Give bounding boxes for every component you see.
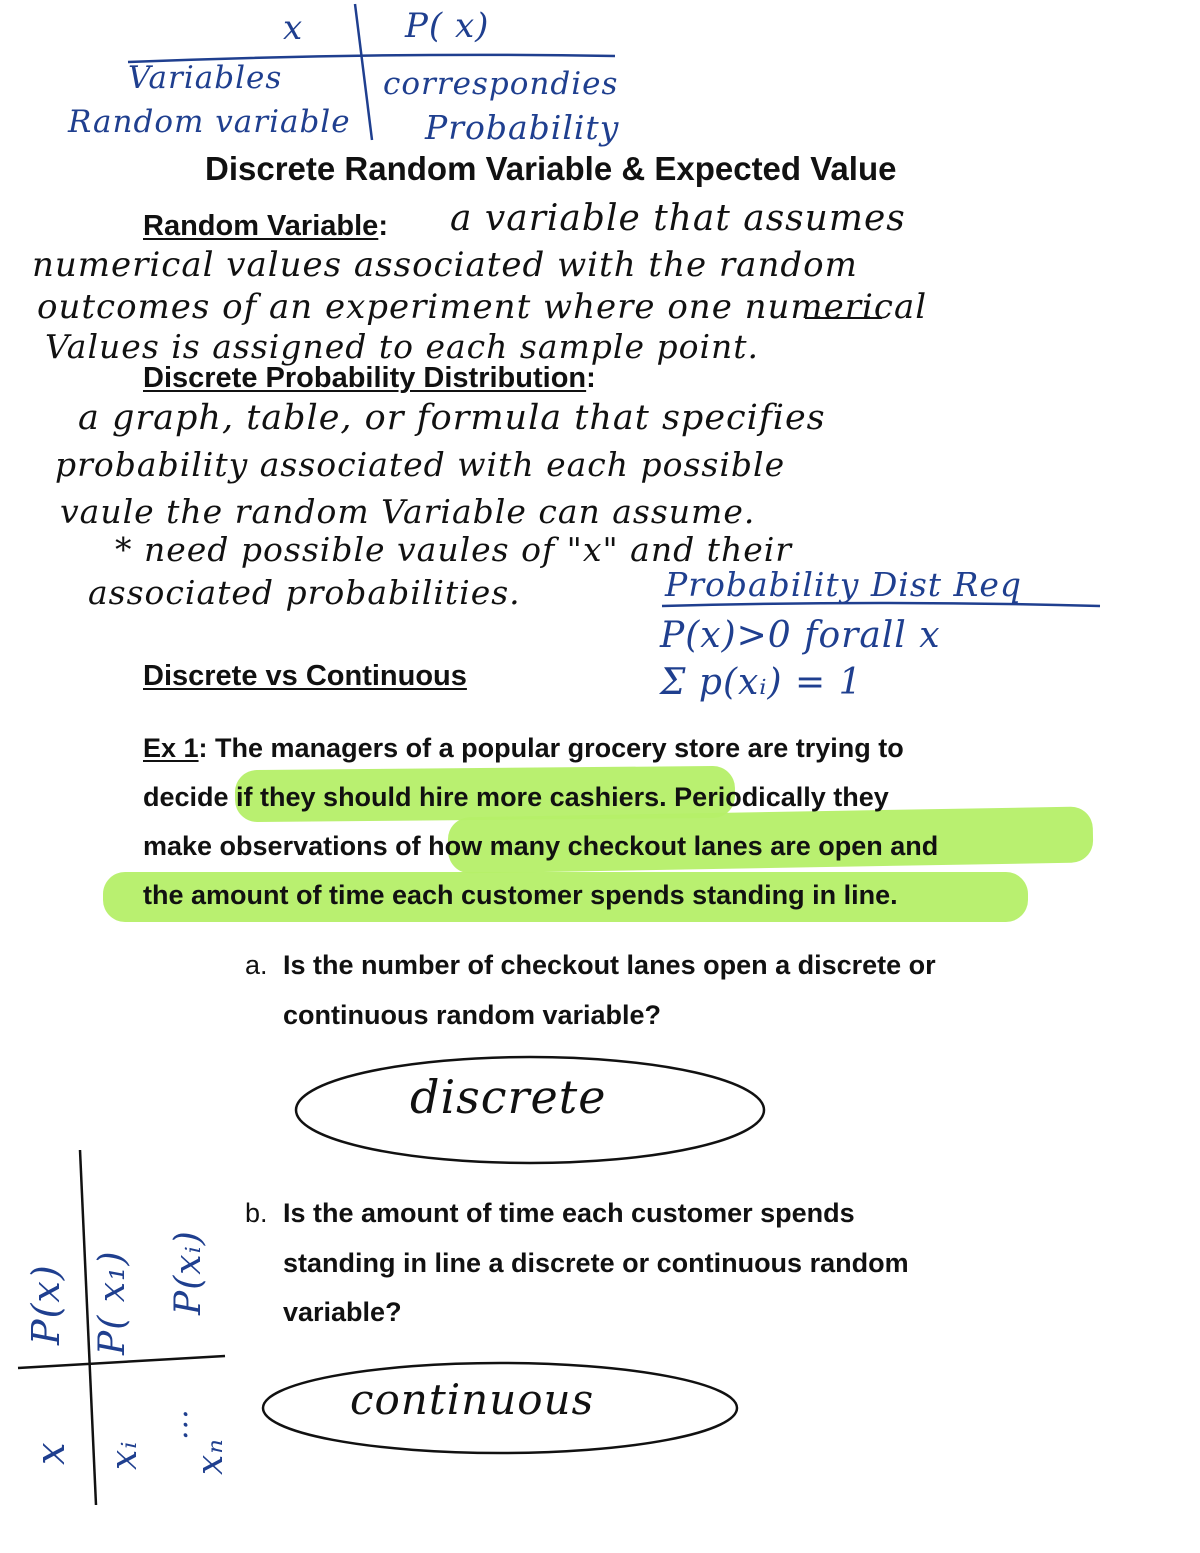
side-table-col-x: x bbox=[28, 1441, 74, 1465]
side-table-dots: ... bbox=[160, 1408, 195, 1440]
side-table-xi: xᵢ bbox=[104, 1440, 145, 1470]
prob-dist-note-4: * need possible vaules of "x" and their bbox=[115, 530, 793, 569]
random-variable-note-1: a variable that assumes bbox=[450, 198, 906, 239]
random-variable-colon: : bbox=[378, 210, 388, 242]
top-table-row1-right: correspondies bbox=[383, 66, 619, 102]
top-table-vertical-line bbox=[355, 4, 372, 140]
example-line-3: make observations of how many checkout lanes are open and bbox=[143, 831, 939, 861]
req-heading: Probability Dist Req bbox=[665, 565, 1023, 604]
top-table-row1-left: Variables bbox=[128, 60, 283, 96]
top-table-col-x: x bbox=[283, 8, 304, 48]
question-b-line-3: variable? bbox=[283, 1297, 402, 1327]
prob-dist-note-2: probability associated with each possible bbox=[55, 445, 786, 484]
question-a-line-2: continuous random variable? bbox=[283, 1000, 662, 1030]
question-b-line-1: Is the amount of time each customer spends bbox=[283, 1198, 855, 1228]
answer-a: discrete bbox=[410, 1070, 607, 1124]
side-table-col-px: P(x) bbox=[24, 1264, 68, 1345]
prob-dist-note-5: associated probabilities. bbox=[88, 573, 521, 612]
discrete-prob-dist-heading bbox=[143, 362, 596, 395]
discrete-prob-dist-colon: : bbox=[586, 362, 596, 394]
random-variable-note-4: Values is assigned to each sample point. bbox=[45, 327, 760, 366]
top-table-row2-right: Probability bbox=[425, 108, 620, 147]
example-label: Ex 1 bbox=[143, 733, 199, 763]
example-line-2: decide if they should hire more cashiers. Periodically they bbox=[143, 782, 889, 812]
prob-dist-note-1: a graph, table, or formula that specifies bbox=[78, 398, 826, 438]
question-b-line-2: standing in line a discrete or continuous random bbox=[283, 1248, 909, 1278]
answer-b: continuous bbox=[350, 1375, 595, 1424]
example-line-4: the amount of time each customer spends standing in line. bbox=[143, 880, 898, 910]
example-line-1-text: : The managers of a popular grocery store are trying to bbox=[198, 733, 904, 763]
discrete-prob-dist-heading-text: Discrete Probability Distribution bbox=[143, 362, 587, 394]
question-b-letter: b. bbox=[245, 1198, 268, 1228]
random-variable-heading bbox=[143, 210, 388, 243]
page-title: Discrete Random Variable & Expected Value bbox=[205, 150, 897, 187]
top-table-row2-left: Random variable bbox=[68, 104, 351, 140]
prob-dist-note-3: vaule the random Variable can assume. bbox=[60, 492, 756, 531]
random-variable-note-2: numerical values associated with the random bbox=[32, 245, 858, 285]
req-line-2: Σ p(xᵢ) = 1 bbox=[660, 662, 863, 703]
side-table-p-x1: P( x₁) bbox=[92, 1250, 133, 1355]
side-table-p-xi: P(xᵢ) bbox=[168, 1230, 209, 1315]
side-table-horizontal-line bbox=[18, 1356, 225, 1368]
discrete-vs-continuous-heading: Discrete vs Continuous bbox=[143, 660, 467, 692]
question-a-line-1: Is the number of checkout lanes open a discrete or bbox=[283, 950, 936, 980]
random-variable-note-3: outcomes of an experiment where one numerical bbox=[37, 287, 928, 327]
side-table-xn: xₙ bbox=[190, 1438, 231, 1475]
req-line-1: P(x)>0 forall x bbox=[660, 615, 941, 656]
top-table-horizontal-line bbox=[128, 55, 615, 62]
random-variable-heading-text: Random Variable bbox=[143, 210, 379, 242]
example-line-1 bbox=[143, 733, 904, 764]
top-table-col-px: P( x) bbox=[405, 6, 490, 46]
question-a-letter: a. bbox=[245, 950, 268, 980]
